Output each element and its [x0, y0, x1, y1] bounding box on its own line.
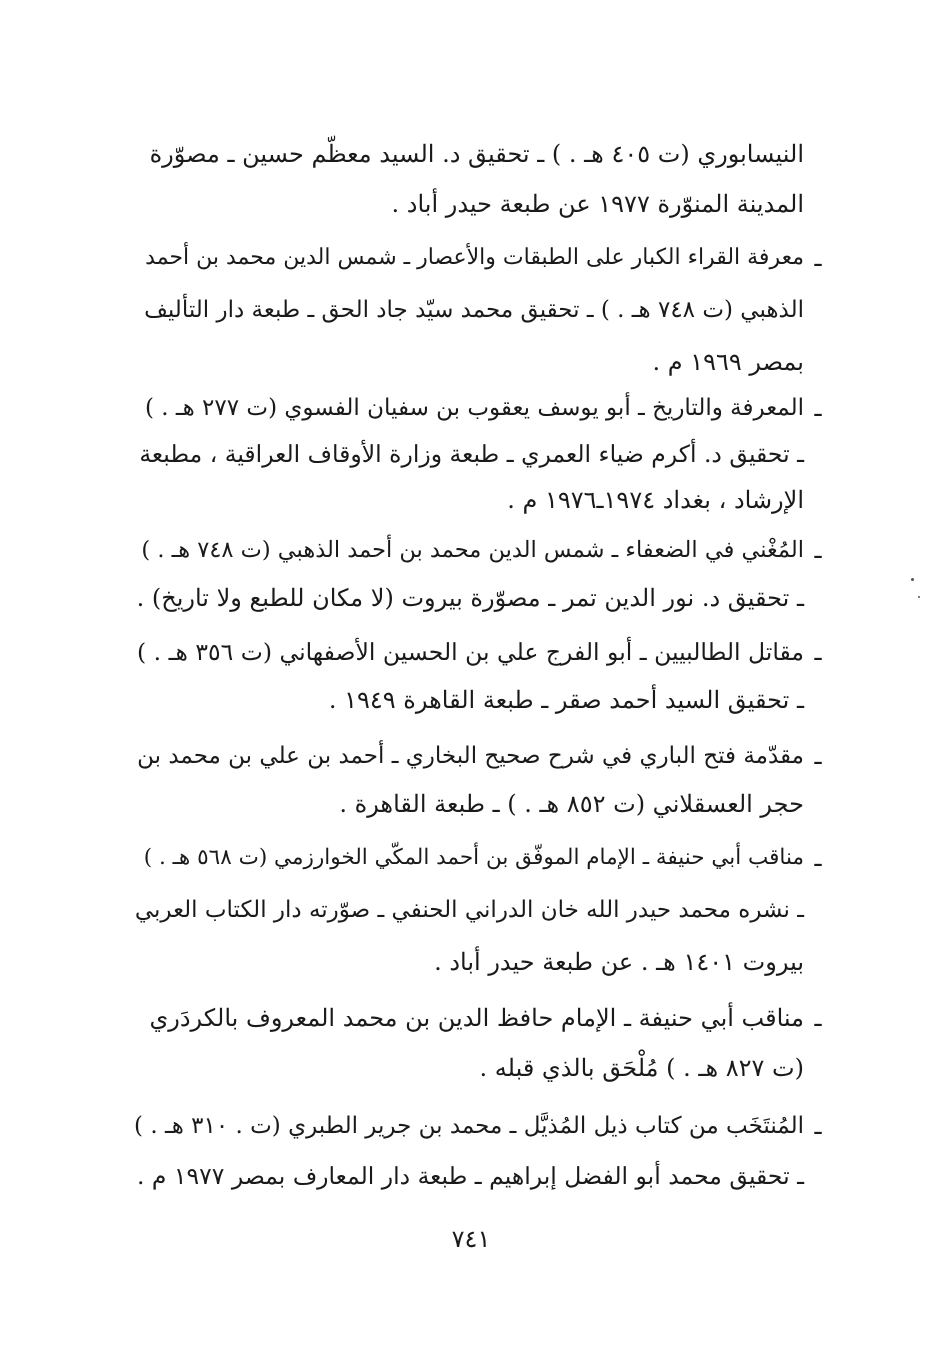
scan-speck: [911, 578, 914, 581]
entry-line: ـ تحقيق محمد أبو الفضل إبراهيم ـ طبعة دار المعارف بمصر ١٩٧٧ م .: [136, 1162, 804, 1190]
scan-speck: [918, 596, 920, 598]
bullet-dash: ـ: [814, 244, 822, 272]
bullet-dash: ـ: [814, 1112, 822, 1140]
entry-line: مقدّمة فتح الباري في شرح صحيح البخاري ـ أحمد بن علي بن محمد بن: [137, 743, 804, 769]
bullet-dash: ـ: [814, 638, 822, 666]
entry-line: مقاتل الطالبيين ـ أبو الفرج علي بن الحسين الأصفهاني (ت ٣٥٦ هـ . ): [137, 638, 804, 666]
entry-line: مناقب أبي حنيفة ـ الإمام حافظ الدين بن محمد المعروف بالكردَري: [149, 1004, 804, 1032]
entry-line: بمصر ١٩٦٩ م .: [652, 348, 804, 376]
entry-line: حجر العسقلاني (ت ٨٥٢ هـ . ) ـ طبعة القاهرة .: [339, 790, 804, 818]
entry-line: المُنتَخَب من كتاب ذيل المُذيَّل ـ محمد بن جرير الطبري (ت . ٣١٠ هـ . ): [134, 1113, 804, 1139]
bullet-dash: ـ: [814, 1004, 822, 1032]
entry-line: المعرفة والتاريخ ـ أبو يوسف يعقوب بن سفيان الفسوي (ت ٢٧٧ هـ . ): [144, 395, 804, 421]
bullet-dash: ـ: [814, 844, 822, 872]
entry-line: مناقب أبي حنيفة ـ الإمام الموفّق بن أحمد المكّي الخوارزمي (ت ٥٦٨ هـ . ): [143, 845, 804, 870]
entry-line: المُغْني في الضعفاء ـ شمس الدين محمد بن أحمد الذهبي (ت ٧٤٨ هـ . ): [141, 537, 804, 563]
entry-line: ـ تحقيق د. نور الدين تمر ـ مصوّرة بيروت (لا مكان للطبع ولا تاريخ) .: [136, 584, 804, 612]
page-number: ٧٤١: [451, 1225, 491, 1253]
entry-line: المدينة المنوّرة ١٩٧٧ عن طبعة حيدر أباد .: [391, 190, 804, 218]
entry-line: الذهبي (ت ٧٤٨ هـ . ) ـ تحقيق محمد سيّد جاد الحق ـ طبعة دار التأليف: [144, 297, 804, 323]
bullet-dash: ـ: [814, 536, 822, 564]
entry-line: معرفة القراء الكبار على الطبقات والأعصار ـ شمس الدين محمد بن أحمد: [145, 245, 804, 270]
bullet-dash: ـ: [814, 742, 822, 770]
entry-line: ـ تحقيق السيد أحمد صقر ـ طبعة القاهرة ١٩٤٩ .: [328, 686, 804, 714]
entry-line: النيسابوري (ت ٤٠٥ هـ . ) ـ تحقيق د. السيد معظّم حسين ـ مصوّرة: [149, 140, 804, 168]
bullet-dash: ـ: [814, 394, 822, 422]
entry-line: ـ نشره محمد حيدر الله خان الدراني الحنفي ـ صوّرته دار الكتاب العربي: [134, 897, 804, 923]
entry-line: (ت ٨٢٧ هـ . ) مُلْحَق بالذي قبله .: [479, 1054, 804, 1082]
entry-line: بيروت ١٤٠١ هـ . عن طبعة حيدر أباد .: [434, 948, 804, 976]
entry-line: ـ تحقيق د. أكرم ضياء العمري ـ طبعة وزارة الأوقاف العراقية ، مطبعة: [139, 440, 804, 468]
entry-line: الإرشاد ، بغداد ١٩٧٤ـ١٩٧٦ م .: [507, 486, 804, 514]
